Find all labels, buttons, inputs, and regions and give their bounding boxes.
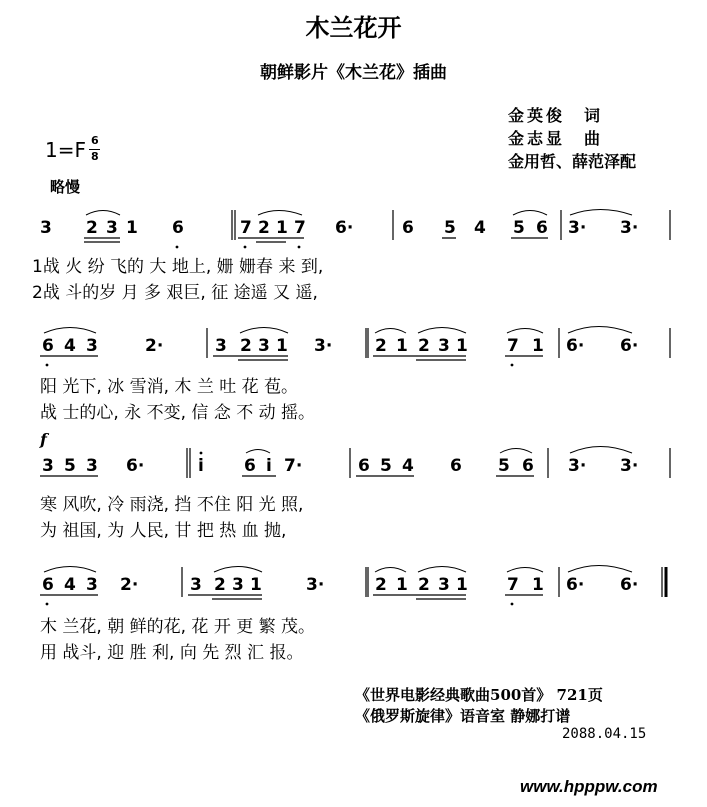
system-3-lyric-verse-1: 寒 风吹, 冷 雨浇, 挡 不住 阳 光 照,: [40, 495, 304, 515]
svg-text:2·: 2·: [145, 336, 164, 356]
svg-text:3·: 3·: [620, 218, 639, 238]
svg-text:1: 1: [396, 336, 408, 356]
svg-text:3: 3: [258, 336, 270, 356]
svg-text:i: i: [198, 456, 204, 476]
svg-text:6·: 6·: [566, 336, 585, 356]
system-1-notes-text: [0, 0, 1, 1]
svg-text:6: 6: [244, 456, 256, 476]
system-4-lyric-verse-1: 木 兰花, 朝 鲜的花, 花 开 更 繁 茂。: [40, 617, 316, 637]
svg-text:1: 1: [456, 336, 468, 356]
svg-text:3: 3: [86, 456, 98, 476]
svg-text:3: 3: [438, 575, 450, 595]
svg-text:2: 2: [375, 575, 387, 595]
svg-text:4: 4: [474, 218, 486, 238]
system-2-notes: [40, 327, 670, 367]
svg-text:5: 5: [513, 218, 525, 238]
svg-text:5: 5: [64, 456, 76, 476]
svg-text:3: 3: [438, 336, 450, 356]
svg-text:1: 1: [276, 336, 288, 356]
svg-text:3·: 3·: [620, 456, 639, 476]
svg-text:2: 2: [418, 336, 430, 356]
svg-text:3·: 3·: [568, 218, 587, 238]
svg-text:5: 5: [444, 218, 456, 238]
svg-text:6·: 6·: [620, 336, 639, 356]
system-1-lyric-verse-2: 2战 斗的岁 月 多 艰巨, 征 途遥 又 遥,: [32, 283, 318, 303]
svg-text:6: 6: [536, 218, 548, 238]
svg-text:2: 2: [418, 575, 430, 595]
svg-text:1: 1: [250, 575, 262, 595]
website-watermark[interactable]: www.hpppw.com: [520, 777, 658, 796]
system-2-lyric-verse-2: 战 士的心, 永 不变, 信 念 不 动 摇。: [40, 403, 316, 423]
system-4-lyric-verse-2: 用 战斗, 迎 胜 利, 向 先 烈 汇 报。: [40, 643, 304, 663]
svg-text:6·: 6·: [566, 575, 585, 595]
svg-text:2: 2: [240, 336, 252, 356]
svg-text:2·: 2·: [120, 575, 139, 595]
svg-text:2: 2: [375, 336, 387, 356]
translator-credit: 金用哲、薛范泽配: [508, 152, 637, 171]
svg-text:6: 6: [450, 456, 462, 476]
svg-text:1: 1: [532, 336, 544, 356]
svg-text:3: 3: [190, 575, 202, 595]
svg-text:7: 7: [294, 218, 306, 238]
key-signature: 1=F: [45, 138, 86, 162]
svg-text:3: 3: [86, 336, 98, 356]
svg-text:6: 6: [172, 218, 184, 238]
svg-text:1: 1: [532, 575, 544, 595]
source-line-1: 《世界电影经典歌曲500首》 721页: [355, 686, 603, 704]
system-4-notes: [40, 566, 666, 606]
song-title: 木兰花开: [305, 13, 402, 42]
svg-text:6·: 6·: [620, 575, 639, 595]
lyricist-credit: 金英俊 词: [508, 106, 604, 125]
svg-text:7: 7: [507, 336, 519, 356]
composer-credit: 金志显 曲: [508, 129, 604, 148]
svg-text:7: 7: [240, 218, 252, 238]
svg-text:5: 5: [498, 456, 510, 476]
svg-text:2: 2: [258, 218, 270, 238]
dynamic-marking: f: [40, 430, 47, 449]
svg-text:6·: 6·: [126, 456, 145, 476]
svg-text:3: 3: [86, 575, 98, 595]
svg-text:3: 3: [232, 575, 244, 595]
svg-text:4: 4: [64, 575, 76, 595]
svg-text:2: 2: [86, 218, 98, 238]
transcription-date: 2088.04.15: [562, 726, 647, 742]
svg-text:1: 1: [126, 218, 138, 238]
svg-text:3·: 3·: [314, 336, 333, 356]
time-signature-bottom: 8: [91, 150, 99, 163]
svg-text:6: 6: [358, 456, 370, 476]
svg-text:3: 3: [215, 336, 227, 356]
svg-text:5: 5: [380, 456, 392, 476]
source-line-2: 《俄罗斯旋律》语音室 静娜打谱: [355, 707, 571, 725]
svg-text:2: 2: [214, 575, 226, 595]
time-signature-top: 6: [91, 134, 99, 147]
svg-text:6: 6: [42, 336, 54, 356]
system-1-lyric-verse-1: 1战 火 纷 飞的 大 地上, 姗 姗春 来 到,: [32, 257, 324, 277]
system-3-notes: [40, 447, 670, 479]
svg-text:1: 1: [396, 575, 408, 595]
svg-text:4: 4: [402, 456, 414, 476]
svg-text:i: i: [266, 456, 272, 476]
svg-text:3·: 3·: [306, 575, 325, 595]
system-2-lyric-verse-1: 阳 光下, 冰 雪消, 木 兰 吐 花 苞。: [40, 377, 299, 397]
svg-text:3: 3: [40, 218, 52, 238]
svg-text:3: 3: [42, 456, 54, 476]
song-subtitle: 朝鲜影片《木兰花》插曲: [260, 63, 447, 83]
svg-text:6: 6: [42, 575, 54, 595]
svg-text:4: 4: [64, 336, 76, 356]
svg-text:3·: 3·: [568, 456, 587, 476]
tempo-marking: 略慢: [50, 178, 81, 196]
svg-text:6: 6: [402, 218, 414, 238]
svg-text:1: 1: [456, 575, 468, 595]
svg-text:6: 6: [522, 456, 534, 476]
system-1-notes: [40, 210, 670, 249]
svg-text:7: 7: [507, 575, 519, 595]
svg-text:1: 1: [276, 218, 288, 238]
system-3-lyric-verse-2: 为 祖国, 为 人民, 甘 把 热 血 抛,: [40, 521, 287, 541]
svg-text:6·: 6·: [335, 218, 354, 238]
svg-text:7·: 7·: [284, 456, 303, 476]
svg-text:3: 3: [106, 218, 118, 238]
